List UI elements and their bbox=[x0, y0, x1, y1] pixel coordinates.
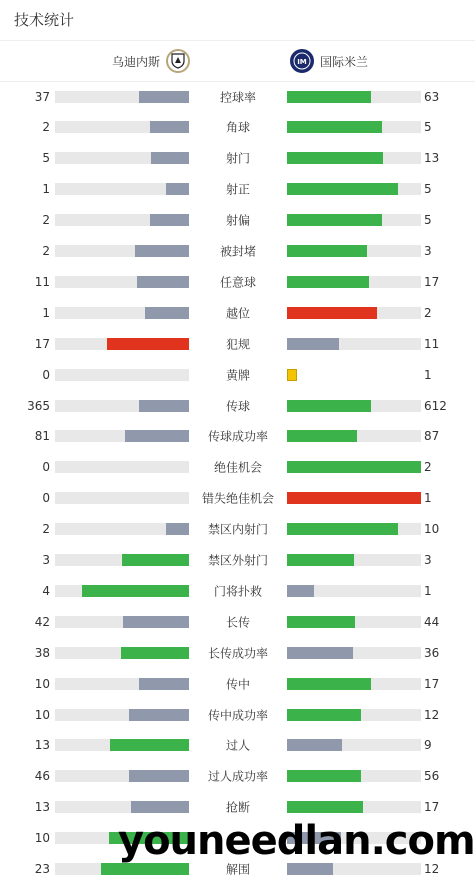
home-bar-track bbox=[55, 739, 189, 751]
away-value: 12 bbox=[424, 707, 440, 722]
away-bar-track bbox=[287, 523, 421, 535]
home-value: 0 bbox=[42, 367, 50, 382]
stat-label: 角球 bbox=[225, 120, 250, 135]
stat-label: 越位 bbox=[225, 306, 250, 321]
away-value: 56 bbox=[424, 769, 440, 784]
home-bar-track bbox=[55, 585, 189, 597]
stat-row bbox=[0, 390, 475, 421]
home-value: 10 bbox=[34, 831, 50, 846]
stat-row bbox=[0, 421, 475, 452]
away-value: 12 bbox=[424, 862, 440, 876]
stat-row bbox=[0, 545, 475, 576]
stat-label: 犯规 bbox=[225, 337, 250, 352]
home-bar-track bbox=[55, 369, 189, 381]
away-bar-track bbox=[287, 214, 421, 226]
away-value: 9 bbox=[424, 738, 432, 753]
stat-label: 射正 bbox=[225, 182, 250, 197]
away-bar-fill bbox=[287, 554, 354, 566]
stat-row bbox=[0, 483, 475, 514]
stat-label: 传中 bbox=[225, 677, 250, 692]
away-bar-fill bbox=[287, 647, 353, 659]
home-value: 1 bbox=[42, 305, 50, 320]
stat-label: 过人 bbox=[225, 738, 250, 753]
away-bar-fill bbox=[287, 461, 421, 473]
away-value: 17 bbox=[424, 676, 440, 691]
stat-label: 抢断 bbox=[225, 800, 250, 815]
stat-label: 长传成功率 bbox=[207, 646, 268, 661]
away-value: 10 bbox=[424, 522, 440, 537]
away-bar-track bbox=[287, 338, 421, 350]
home-value: 2 bbox=[42, 244, 50, 258]
home-bar-fill bbox=[139, 400, 189, 412]
away-bar-fill bbox=[287, 276, 369, 288]
away-value: 17 bbox=[424, 800, 440, 815]
away-value: 2 bbox=[424, 460, 432, 475]
stat-row bbox=[0, 236, 475, 267]
away-bar-track bbox=[287, 801, 421, 813]
stat-label: 禁区外射门 bbox=[207, 553, 268, 568]
home-bar-fill bbox=[101, 863, 189, 875]
away-bar-track bbox=[287, 461, 421, 473]
home-bar-fill bbox=[135, 245, 189, 257]
home-team bbox=[112, 48, 190, 74]
home-value: 0 bbox=[42, 491, 50, 506]
away-value: 5 bbox=[424, 182, 432, 197]
home-value: 365 bbox=[27, 398, 50, 413]
away-value: 612 bbox=[424, 398, 447, 413]
home-value: 23 bbox=[34, 862, 50, 876]
home-bar-fill bbox=[129, 709, 189, 721]
away-bar-track bbox=[287, 307, 421, 319]
home-value: 46 bbox=[34, 769, 50, 784]
home-value: 4 bbox=[42, 583, 50, 598]
stat-row bbox=[0, 514, 475, 545]
home-bar-fill bbox=[166, 183, 189, 195]
stat-row bbox=[0, 668, 475, 699]
stat-label: 过人成功率 bbox=[207, 769, 268, 784]
udinese-crest-icon bbox=[166, 49, 190, 73]
away-value: 44 bbox=[424, 614, 440, 629]
home-value: 2 bbox=[42, 213, 50, 228]
home-bar-track bbox=[55, 770, 189, 782]
home-bar-fill bbox=[122, 554, 189, 566]
home-bar-fill bbox=[121, 647, 189, 659]
stat-row bbox=[0, 266, 475, 297]
home-bar-track bbox=[55, 863, 189, 875]
away-bar-fill bbox=[287, 678, 371, 690]
away-value: 63 bbox=[424, 89, 440, 104]
home-bar-fill bbox=[123, 616, 189, 628]
away-bar-track bbox=[287, 585, 421, 597]
away-bar-fill bbox=[287, 616, 355, 628]
home-bar-fill bbox=[137, 276, 189, 288]
home-bar-track bbox=[55, 214, 189, 226]
away-bar-track bbox=[287, 678, 421, 690]
away-value: 5 bbox=[424, 213, 432, 228]
away-bar-fill bbox=[287, 245, 367, 257]
home-bar-track bbox=[55, 183, 189, 195]
stat-label: 长传 bbox=[225, 615, 250, 630]
home-bar-track bbox=[55, 400, 189, 412]
away-value: 11 bbox=[424, 336, 440, 351]
home-bar-track bbox=[55, 121, 189, 133]
away-value: 1 bbox=[424, 491, 432, 506]
stat-label: 门将扑救 bbox=[213, 584, 262, 599]
away-bar-fill bbox=[287, 338, 339, 350]
home-bar-track bbox=[55, 430, 189, 442]
home-value: 11 bbox=[34, 274, 50, 289]
home-bar-track bbox=[55, 492, 189, 504]
home-value: 37 bbox=[34, 89, 50, 104]
away-bar-track bbox=[287, 430, 421, 442]
home-value: 10 bbox=[34, 676, 50, 691]
home-value: 2 bbox=[42, 120, 50, 135]
home-bar-fill bbox=[107, 338, 189, 350]
away-bar-fill bbox=[287, 863, 333, 875]
stat-row bbox=[0, 205, 475, 236]
away-bar-fill bbox=[287, 585, 314, 597]
home-bar-fill bbox=[125, 430, 189, 442]
away-bar-track bbox=[287, 276, 421, 288]
home-bar-track bbox=[55, 801, 189, 813]
stat-row bbox=[0, 81, 475, 112]
stat-label: 错失绝佳机会 bbox=[201, 491, 274, 506]
stat-row bbox=[0, 730, 475, 761]
stat-label: 任意球 bbox=[219, 275, 256, 290]
home-value: 0 bbox=[42, 460, 50, 475]
home-value: 2 bbox=[42, 522, 50, 537]
away-value: 1 bbox=[424, 583, 432, 598]
stat-row bbox=[0, 359, 475, 390]
away-bar-track bbox=[287, 183, 421, 195]
away-bar-track bbox=[287, 400, 421, 412]
home-value: 5 bbox=[42, 151, 50, 166]
stat-row bbox=[0, 575, 475, 606]
yellow-card-icon bbox=[287, 369, 297, 381]
home-bar-fill bbox=[129, 770, 189, 782]
home-bar-track bbox=[55, 91, 189, 103]
home-bar-track bbox=[55, 647, 189, 659]
home-bar-fill bbox=[145, 307, 189, 319]
away-value: 36 bbox=[424, 645, 440, 660]
home-bar-track bbox=[55, 307, 189, 319]
stat-label: 射偏 bbox=[225, 213, 250, 228]
stat-label: 传球 bbox=[225, 399, 250, 413]
away-value: 3 bbox=[424, 244, 432, 258]
away-team bbox=[290, 48, 368, 74]
stat-row bbox=[0, 297, 475, 328]
away-value: 17 bbox=[424, 274, 440, 289]
home-bar-fill bbox=[139, 91, 189, 103]
home-bar-fill bbox=[151, 152, 189, 164]
home-bar-track bbox=[55, 678, 189, 690]
home-bar-track bbox=[55, 523, 189, 535]
inter-crest-icon bbox=[290, 49, 314, 73]
stat-row bbox=[0, 761, 475, 792]
away-bar-track bbox=[287, 709, 421, 721]
watermark: youneedlan.com bbox=[118, 818, 475, 864]
away-bar-track bbox=[287, 863, 421, 875]
stat-row bbox=[0, 174, 475, 205]
stat-label: 传球成功率 bbox=[207, 429, 268, 444]
home-value: 42 bbox=[34, 614, 50, 629]
stat-row bbox=[0, 328, 475, 359]
away-value: 87 bbox=[424, 429, 440, 444]
away-bar-fill bbox=[287, 400, 371, 412]
home-bar-fill bbox=[150, 214, 189, 226]
away-value: 2 bbox=[424, 305, 432, 320]
stat-label: 解围 bbox=[225, 862, 250, 877]
stat-label: 绝佳机会 bbox=[213, 460, 262, 475]
away-value: 5 bbox=[424, 120, 432, 135]
stat-label: 控球率 bbox=[219, 90, 256, 104]
away-bar-track bbox=[287, 616, 421, 628]
home-value: 10 bbox=[34, 707, 50, 722]
stat-label: 被封堵 bbox=[219, 244, 256, 259]
header-divider bbox=[0, 40, 475, 41]
away-bar-fill bbox=[287, 801, 363, 813]
away-bar-fill bbox=[287, 709, 361, 721]
svg-text:IM: IM bbox=[297, 58, 307, 66]
away-bar-fill bbox=[287, 121, 382, 133]
stat-row bbox=[0, 637, 475, 668]
home-value: 17 bbox=[34, 336, 50, 351]
away-bar-fill bbox=[287, 183, 398, 195]
home-bar-track bbox=[55, 338, 189, 350]
home-value: 38 bbox=[34, 645, 50, 660]
away-bar-track bbox=[287, 121, 421, 133]
stat-label: 传中成功率 bbox=[207, 708, 268, 722]
home-bar-fill bbox=[82, 585, 189, 597]
home-value: 13 bbox=[34, 738, 50, 753]
home-value: 13 bbox=[34, 800, 50, 815]
stat-row bbox=[0, 606, 475, 637]
home-bar-fill bbox=[139, 678, 189, 690]
stat-row bbox=[0, 112, 475, 143]
stat-label: 黄牌 bbox=[225, 368, 250, 383]
away-bar-fill bbox=[287, 214, 382, 226]
away-bar-track bbox=[287, 554, 421, 566]
away-value: 13 bbox=[424, 151, 440, 166]
away-bar-fill bbox=[287, 523, 398, 535]
stat-row bbox=[0, 452, 475, 483]
home-team-name: 乌迪内斯 bbox=[111, 54, 160, 69]
away-bar-track bbox=[287, 245, 421, 257]
home-bar-track bbox=[55, 616, 189, 628]
away-bar-fill bbox=[287, 770, 361, 782]
home-value: 3 bbox=[42, 553, 50, 567]
away-bar-fill bbox=[287, 152, 383, 164]
away-bar-track bbox=[287, 492, 421, 504]
home-bar-track bbox=[55, 245, 189, 257]
stat-row bbox=[0, 143, 475, 174]
away-team-name: 国际米兰 bbox=[320, 54, 369, 69]
page-title: 技术统计 bbox=[14, 11, 75, 29]
home-bar-track bbox=[55, 152, 189, 164]
home-bar-fill bbox=[150, 121, 189, 133]
away-bar-track bbox=[287, 152, 421, 164]
home-value: 1 bbox=[42, 182, 50, 197]
away-bar-track bbox=[287, 647, 421, 659]
home-bar-fill bbox=[131, 801, 189, 813]
away-bar-fill bbox=[287, 492, 421, 504]
away-bar-track bbox=[287, 770, 421, 782]
stat-label: 射门 bbox=[225, 151, 250, 166]
home-bar-track bbox=[55, 554, 189, 566]
home-bar-track bbox=[55, 461, 189, 473]
away-bar-fill bbox=[287, 739, 342, 751]
home-bar-track bbox=[55, 709, 189, 721]
away-value: 3 bbox=[424, 553, 432, 567]
away-bar-track bbox=[287, 739, 421, 751]
home-bar-fill bbox=[110, 739, 189, 751]
stat-row bbox=[0, 699, 475, 730]
stat-label: 禁区内射门 bbox=[207, 522, 268, 537]
away-bar-fill bbox=[287, 430, 357, 442]
home-bar-fill bbox=[166, 523, 189, 535]
home-value: 81 bbox=[34, 429, 50, 444]
away-bar-fill bbox=[287, 307, 377, 319]
home-bar-track bbox=[55, 276, 189, 288]
away-bar-fill bbox=[287, 91, 371, 103]
away-bar-track bbox=[287, 91, 421, 103]
away-value: 1 bbox=[424, 367, 432, 382]
